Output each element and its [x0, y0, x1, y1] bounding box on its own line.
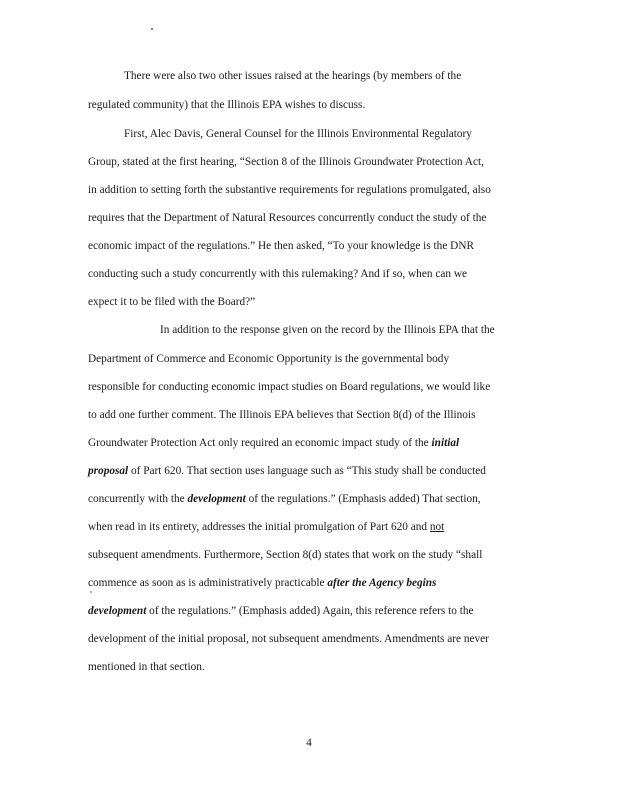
- line-text: of Part 620. That section uses language such as “This study shall be conducted: [128, 465, 486, 477]
- paragraph-3-line-1: In addition to the response given on the record by the Illinois EPA that the: [160, 324, 495, 336]
- paragraph-2-line-6: conducting such a study concurrently with this rulemaking? And if so, when can we: [88, 268, 467, 280]
- paragraph-3-line-12: development of the initial proposal, not subsequent amendments. Amendments are never: [88, 633, 489, 645]
- paragraph-2-line-1: First, Alec Davis, General Counsel for the Illinois Environmental Regulatory: [124, 128, 472, 140]
- paragraph-3-line-11: [88, 604, 474, 618]
- paragraph-1-line-2: regulated community) that the Illinois EPA wishes to discuss.: [88, 99, 366, 111]
- emphasis-development: development: [187, 493, 246, 505]
- paragraph-3-line-7: [88, 492, 481, 506]
- paragraph-3-line-3: responsible for conducting economic impact studies on Board regulations, we would like: [88, 381, 491, 393]
- line-text: Groundwater Protection Act only required an economic impact study of the: [88, 437, 432, 449]
- paragraph-3-line-2: Department of Commerce and Economic Opportunity is the governmental body: [88, 353, 450, 365]
- page-number: 4: [306, 737, 312, 749]
- paragraph-2-line-4: requires that the Department of Natural Resources concurrently conduct the study of the: [88, 212, 487, 224]
- paragraph-3-line-8: [88, 520, 444, 534]
- emphasis-not: not: [429, 521, 445, 533]
- emphasis-after-agency: after the Agency begins: [327, 577, 437, 589]
- paragraph-3-line-13: mentioned in that section.: [88, 661, 205, 673]
- paragraph-3-line-5: [88, 436, 459, 450]
- line-text: when read in its entirety, addresses the initial promulgation of Part 620 and: [88, 521, 430, 533]
- paragraph-2-line-7: expect it to be filed with the Board?”: [88, 296, 256, 308]
- line-text: of the regulations.” (Emphasis added) Again, this reference refers to the: [146, 605, 474, 617]
- paragraph-1-line-1: There were also two other issues raised at the hearings (by members of the: [124, 70, 462, 82]
- scan-speck: [151, 28, 153, 30]
- paragraph-2-line-2: Group, stated at the first hearing, “Section 8 of the Illinois Groundwater Protection Act,: [88, 156, 484, 168]
- paragraph-3-line-10: [88, 576, 436, 590]
- paragraph-3-line-9: subsequent amendments. Furthermore, Section 8(d) states that work on the study “shall: [88, 549, 483, 561]
- line-text: of the regulations.” (Emphasis added) That section,: [245, 493, 481, 505]
- emphasis-development: development: [88, 605, 147, 617]
- emphasis-proposal: proposal: [88, 465, 129, 477]
- line-text: commence as soon as is administratively practicable: [88, 577, 328, 589]
- paragraph-2-line-5: economic impact of the regulations.” He then asked, “To your knowledge is the DNR: [88, 240, 475, 252]
- paragraph-2-line-3: in addition to setting forth the substantive requirements for regulations promulgated, also: [88, 184, 491, 196]
- paragraph-3-line-4: to add one further comment. The Illinois EPA believes that Section 8(d) of the Illinois: [88, 409, 476, 421]
- scan-speck: [90, 591, 92, 593]
- emphasis-initial: initial: [431, 437, 460, 449]
- paragraph-3-line-6: [88, 464, 486, 478]
- line-text: concurrently with the: [88, 493, 188, 505]
